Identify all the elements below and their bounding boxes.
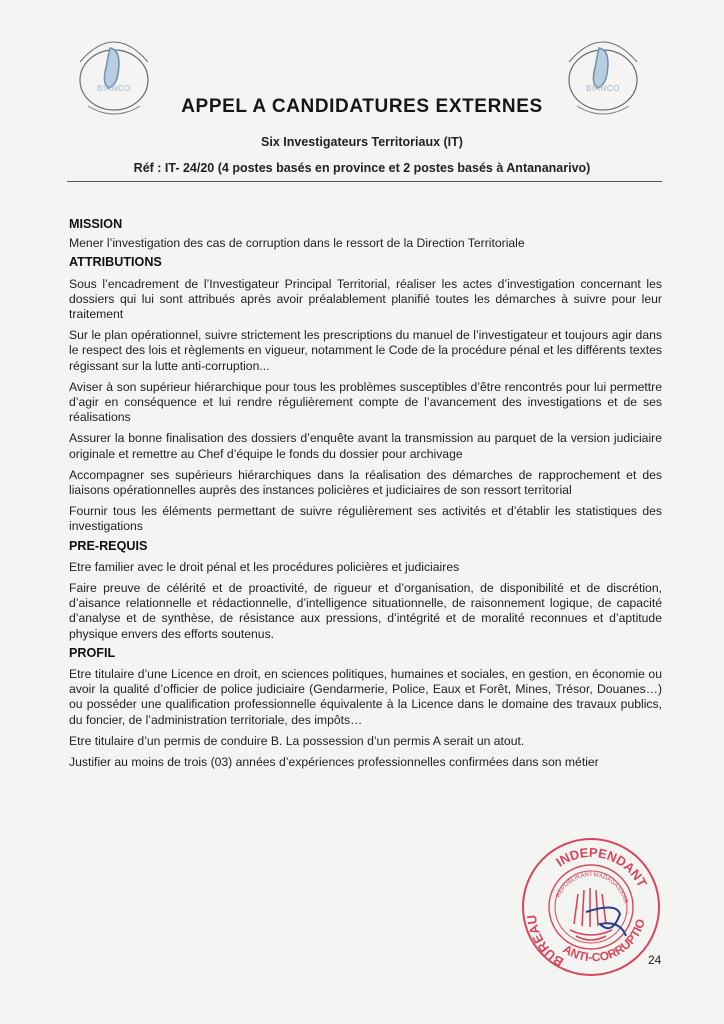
prerequis-paragraph: Etre familier avec le droit pénal et les procédures policières et judiciaires: [69, 559, 460, 574]
section-title-prerequis: PRE-REQUIS: [69, 538, 148, 553]
attributions-paragraph: Assurer la bonne finalisation des dossiers d’enquête avant la transmission au parquet de la version judiciaire originale et remettre au Chef d’équipe le fonds du dossier pour archivage: [69, 431, 662, 461]
stamp-emblem: [570, 888, 612, 940]
svg-text:BUREAU: [524, 914, 566, 970]
section-title-mission: MISSION: [69, 217, 123, 231]
page-number: 24: [648, 953, 662, 967]
position-subtitle: Six Investigateurs Territoriaux (IT): [261, 135, 463, 149]
reference-line: Réf : IT- 24/20 (4 postes basés en province et 2 postes basés à Antananarivo): [133, 161, 591, 175]
header-divider: [67, 181, 662, 182]
attributions-paragraph: Fournir tous les éléments permettant de suivre régulièrement ses activités et d’établir les statistiques des investigations: [69, 504, 662, 534]
profil-paragraph: Etre titulaire d’un permis de conduire B. La possession d’un permis A serait un atout.: [69, 733, 525, 748]
official-stamp: [516, 832, 666, 982]
mission-paragraph: Mener l’investigation des cas de corruption dans le ressort de la Direction Territoriale: [69, 236, 525, 251]
logo-text: BIANCO: [586, 84, 620, 93]
stamp-left-text: BUREAU: [523, 914, 567, 970]
stamp-top-text: INDEPENDANT: [553, 844, 650, 890]
document-body: [69, 217, 662, 770]
attributions-paragraph: Accompagner ses supérieurs hiérarchiques dans la réalisation des démarches de rapprochement et des liaisons opérationnelles auprès des instances policières et judiciaires de son ressort territorial: [69, 467, 662, 498]
attributions-paragraph: Sous l’encadrement de l’Investigateur Principal Territorial, réaliser les actes d’investigation concernant les dossiers qui lui sont attribués après avoir préalablement planifié toutes les démarches à suivre pour leur traitement: [69, 276, 662, 322]
attributions-paragraph: Sur le plan opérationnel, suivre strictement les prescriptions du manuel de l’investigateur et toujours agir dans le respect des lois et règlements en vigueur, notamment le Code de la procédure pénal et les différents textes régissant sur la lutte anti-corruption...: [69, 328, 662, 373]
prerequis-paragraph: Faire preuve de célérité et de proactivité, de rigueur et d’organisation, de disponibilité et de discrétion, d’aisance relationnelle et rédactionnelle, d’intelligence situationnelle, de raisonnement logique, de capacité d’analyse et de synthèse, de résistance aux pressions, d’intégrité et de moralité reconnues et d’aptitude physique envers des efforts soutenus.: [69, 581, 662, 641]
profil-paragraph: Etre titulaire d’une Licence en droit, en sciences politiques, humaines et sociales, en gestion, en économie ou avoir la qualité d’officier de police judiciaire (Gendarmerie, Police, Eaux et Forêt, Mines, Trésor, Douanes…) ou posséder une qualification professionnelle équivalente à la Licence dans le domaine des travaux publics, du foncier, de l’administration territoriale, des impôts…: [69, 667, 662, 727]
logo-text: BIANCO: [97, 84, 131, 93]
section-title-attributions: ATTRIBUTIONS: [69, 255, 162, 270]
attributions-paragraph: Aviser à son supérieur hiérarchique pour tous les problèmes susceptibles d’être rencontrés pour lui permettre d’agir en conséquence et lui rendre régulièrement compte de l’avancement des investigations et de ses réalisations: [69, 379, 662, 425]
stamp-inner-text: REPOBLIKAN'I MADAGASIKAR: [555, 872, 629, 905]
profil-paragraph: Justifier au moins de trois (03) années d’expériences professionnelles confirmées dans son métier: [69, 755, 599, 770]
page-title: APPEL A CANDIDATURES EXTERNES: [181, 96, 543, 117]
stamp-bottom-text: ANTI-CORRUPTIO: [560, 917, 648, 965]
section-title-profil: PROFIL: [69, 645, 116, 660]
